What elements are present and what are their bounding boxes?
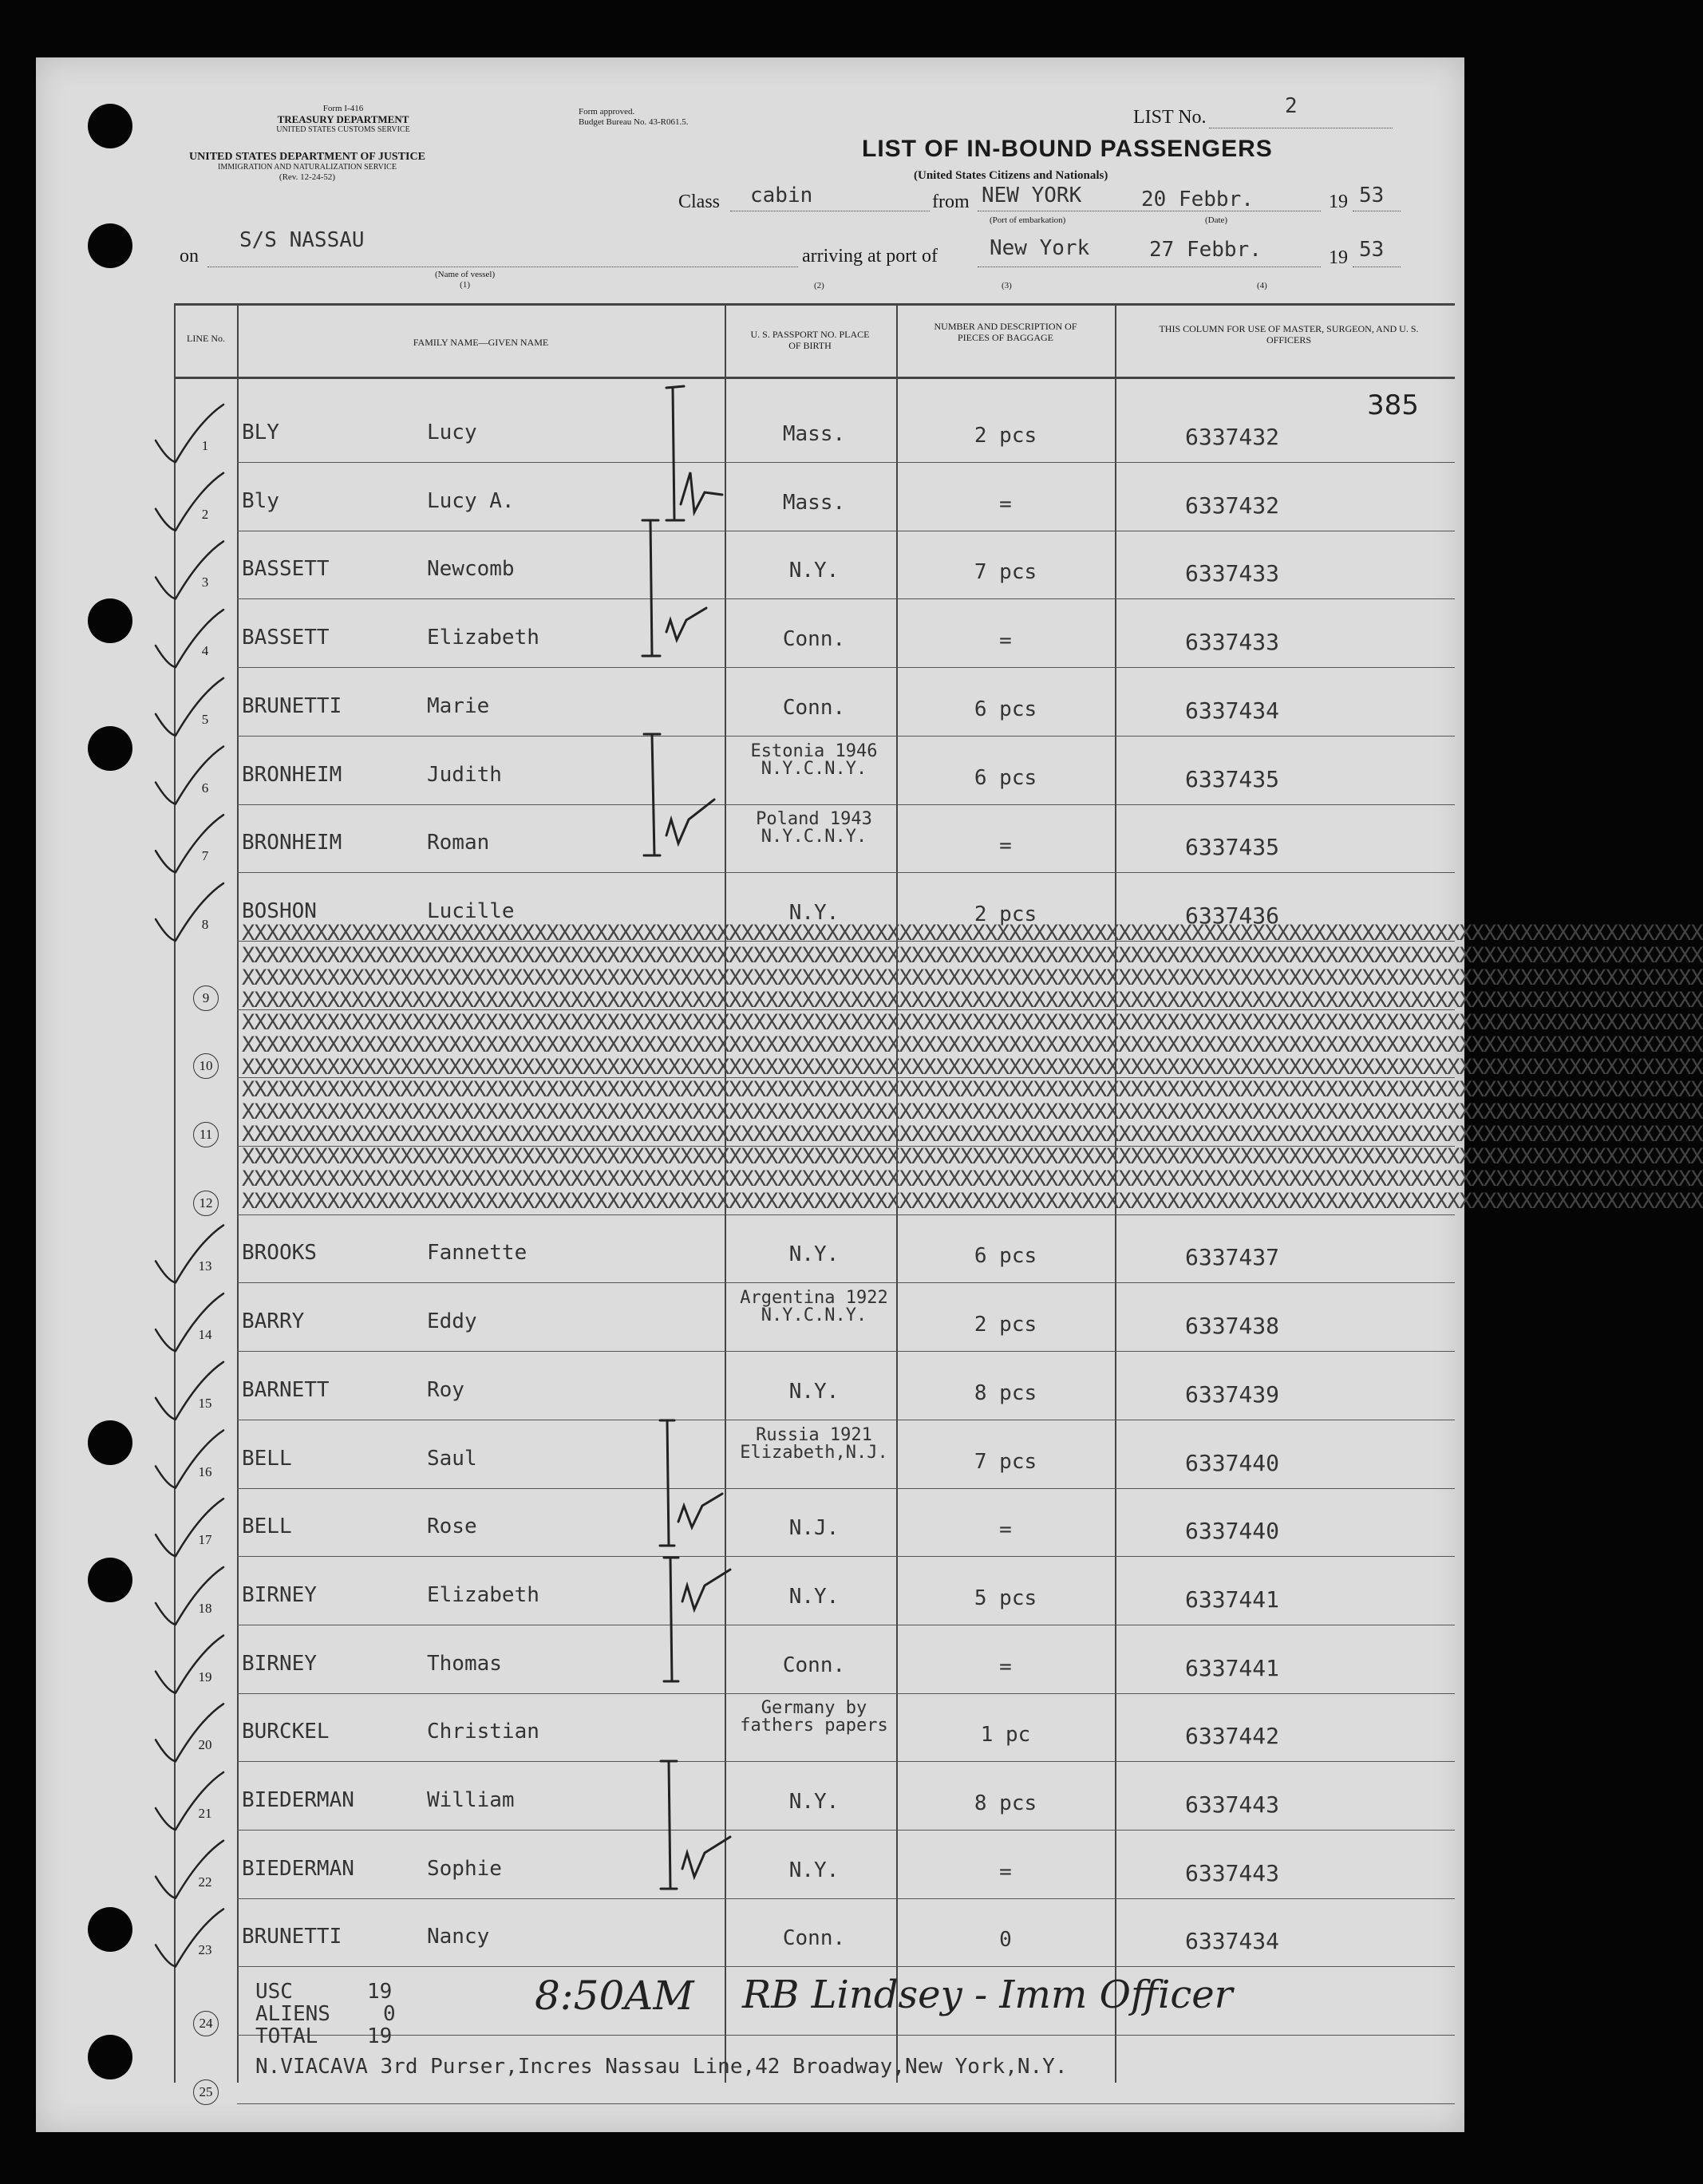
check-mark bbox=[156, 1704, 223, 1761]
place-of-birth: N.Y. bbox=[788, 1858, 840, 1882]
check-mark bbox=[156, 815, 223, 872]
x-out-line: XXXXXXXXXXXXXXXXXXXXXXXXXXXXXXXXXXXXXXXXXXXXXXXXXXXXXXXXXXXXXXXXXXXXXXXXXXXXXXXXXXXXXXXXXXXXXXXXXXXXXXXXXXXXXXXXXXXXXXXX bbox=[242, 966, 1703, 990]
from-date: 20 Febbr. bbox=[1141, 188, 1254, 211]
line-number: 12 bbox=[193, 1191, 219, 1216]
line-number: 24 bbox=[193, 2011, 219, 2036]
place-of-birth: N.Y. bbox=[788, 1790, 840, 1814]
place-of-birth: Germany by fathers papers bbox=[740, 1698, 888, 1736]
line-number: 9 bbox=[193, 985, 219, 1011]
place-of-birth: Poland 1943 N.Y.C.N.Y. bbox=[756, 809, 872, 847]
place-of-birth: N.Y. bbox=[788, 900, 840, 925]
place-of-birth: N.Y. bbox=[788, 1242, 840, 1267]
given-name: Saul bbox=[427, 1446, 477, 1471]
officer-ref: 6337440 bbox=[1185, 1518, 1280, 1545]
x-out-line: XXXXXXXXXXXXXXXXXXXXXXXXXXXXXXXXXXXXXXXXXXXXXXXXXXXXXXXXXXXXXXXXXXXXXXXXXXXXXXXXXXXXXXXXXXXXXXXXXXXXXXXXXXXXXXXXXXXXXXXX bbox=[242, 1167, 1703, 1191]
class-label: Class bbox=[678, 192, 721, 212]
given-name: Roy bbox=[427, 1377, 464, 1402]
given-name: Lucy bbox=[427, 421, 477, 444]
officer-ref: 6337441 bbox=[1185, 1586, 1280, 1613]
officer-ref: 6337432 bbox=[1185, 492, 1280, 519]
line-number: 4 bbox=[201, 643, 209, 659]
officer-ref: 6337442 bbox=[1185, 1723, 1280, 1750]
given-name: Elizabeth bbox=[427, 626, 539, 650]
form-approved: Form approved. bbox=[579, 107, 635, 117]
family-name: BELL bbox=[242, 1446, 292, 1471]
line-number: 10 bbox=[193, 1053, 219, 1079]
bracket-lines-16-17 bbox=[660, 1420, 722, 1546]
officer-ref: 6337436 bbox=[1185, 902, 1280, 929]
given-name: Thomas bbox=[427, 1651, 502, 1676]
baggage: 2 pcs bbox=[974, 902, 1037, 926]
given-name: Sophie bbox=[427, 1856, 502, 1881]
arrival-year-prefix: 19 bbox=[1329, 247, 1348, 268]
check-mark bbox=[156, 405, 223, 462]
x-out-line: XXXXXXXXXXXXXXXXXXXXXXXXXXXXXXXXXXXXXXXXXXXXXXXXXXXXXXXXXXXXXXXXXXXXXXXXXXXXXXXXXXXXXXXXXXXXXXXXXXXXXXXXXXXXXXXXXXXXXXXX bbox=[242, 1077, 1703, 1102]
family-name: BLY bbox=[242, 421, 279, 444]
from-port: NEW YORK bbox=[982, 184, 1082, 207]
given-name: Rose bbox=[427, 1515, 477, 1539]
handwritten-marks bbox=[36, 57, 1703, 2132]
place-of-birth: N.Y. bbox=[788, 559, 840, 583]
family-name: BIRNEY bbox=[242, 1582, 317, 1607]
baggage: 2 pcs bbox=[974, 1313, 1037, 1337]
place-of-birth: N.Y. bbox=[788, 1379, 840, 1404]
bracket-lines-3-4 bbox=[642, 520, 706, 656]
place-of-birth: N.J. bbox=[788, 1516, 840, 1541]
line-number: 7 bbox=[201, 848, 209, 864]
officer-ref: 6337435 bbox=[1185, 765, 1280, 792]
x-out-line: XXXXXXXXXXXXXXXXXXXXXXXXXXXXXXXXXXXXXXXXXXXXXXXXXXXXXXXXXXXXXXXXXXXXXXXXXXXXXXXXXXXXXXXXXXXXXXXXXXXXXXXXXXXXXXXXXXXXXXXX bbox=[242, 1189, 1703, 1214]
officer-ref: 6337434 bbox=[1185, 697, 1280, 724]
family-name: Bly bbox=[242, 488, 279, 513]
col-3-number: (3) bbox=[1002, 281, 1012, 290]
check-mark bbox=[156, 1841, 223, 1898]
check-mark bbox=[156, 1362, 223, 1420]
bracket-lines-6-7 bbox=[644, 734, 714, 855]
check-mark bbox=[156, 1499, 223, 1556]
bracket-lines-21-22 bbox=[661, 1761, 730, 1889]
manifest-page bbox=[36, 57, 1703, 2132]
given-name: Judith bbox=[427, 762, 502, 787]
officer-ref: 6337433 bbox=[1185, 629, 1280, 656]
baggage: = bbox=[999, 492, 1012, 516]
place-of-birth: Conn. bbox=[782, 1653, 846, 1677]
baggage: = bbox=[999, 1859, 1012, 1884]
total-value: 19 bbox=[367, 2024, 393, 2048]
given-name: Eddy bbox=[427, 1309, 477, 1334]
baggage: 0 bbox=[999, 1928, 1012, 1953]
baggage: 6 pcs bbox=[974, 1244, 1037, 1269]
given-name: Nancy bbox=[427, 1925, 490, 1949]
family-name: BIEDERMAN bbox=[242, 1856, 354, 1881]
line-number: 23 bbox=[198, 1942, 212, 1958]
baggage: 7 pcs bbox=[974, 560, 1037, 585]
given-name: William bbox=[427, 1788, 515, 1812]
given-name: Marie bbox=[427, 693, 490, 718]
family-name: BRUNETTI bbox=[242, 1925, 342, 1949]
family-name: BARRY bbox=[242, 1309, 305, 1334]
margin-note: 385 bbox=[1367, 389, 1419, 421]
line-number: 11 bbox=[193, 1122, 219, 1147]
budget-bureau: Budget Bureau No. 43-R061.5. bbox=[579, 117, 689, 127]
baggage: = bbox=[999, 834, 1012, 859]
col-1-number: (1) bbox=[460, 280, 470, 290]
line-number: 14 bbox=[198, 1327, 212, 1343]
dept-customs: UNITED STATES CUSTOMS SERVICE bbox=[276, 125, 410, 134]
officer-ref: 6337443 bbox=[1185, 1791, 1280, 1818]
given-name: Elizabeth bbox=[427, 1582, 539, 1607]
baggage: = bbox=[999, 629, 1012, 654]
dept-ins: IMMIGRATION AND NATURALIZATION SERVICE bbox=[218, 163, 397, 172]
family-name: BASSETT bbox=[242, 626, 330, 650]
line-number: 17 bbox=[198, 1532, 212, 1548]
place-of-birth: Estonia 1946 N.Y.C.N.Y. bbox=[750, 741, 878, 779]
family-name: BARNETT bbox=[242, 1377, 330, 1402]
x-out-line: XXXXXXXXXXXXXXXXXXXXXXXXXXXXXXXXXXXXXXXXXXXXXXXXXXXXXXXXXXXXXXXXXXXXXXXXXXXXXXXXXXXXXXXXXXXXXXXXXXXXXXXXXXXXXXXXXXXXXXXX bbox=[242, 1033, 1703, 1057]
check-mark bbox=[156, 1225, 223, 1282]
line-number: 13 bbox=[198, 1258, 212, 1274]
given-name: Christian bbox=[427, 1720, 539, 1744]
x-out-line: XXXXXXXXXXXXXXXXXXXXXXXXXXXXXXXXXXXXXXXXXXXXXXXXXXXXXXXXXXXXXXXXXXXXXXXXXXXXXXXXXXXXXXXXXXXXXXXXXXXXXXXXXXXXXXXXXXXXXXXX bbox=[242, 1055, 1703, 1080]
line-number: 20 bbox=[198, 1737, 212, 1753]
arrival-port: New York bbox=[990, 236, 1090, 260]
place-of-birth: Argentina 1922 N.Y.C.N.Y. bbox=[740, 1288, 888, 1326]
family-name: BROOKS bbox=[242, 1241, 317, 1266]
place-of-birth: Conn. bbox=[782, 627, 846, 652]
form-number: Form I-416 bbox=[322, 104, 364, 113]
officer-ref: 6337434 bbox=[1185, 1928, 1280, 1955]
total-label: TOTAL bbox=[255, 2024, 318, 2048]
check-mark bbox=[156, 678, 223, 736]
line-number: 3 bbox=[201, 575, 209, 590]
given-name: Newcomb bbox=[427, 557, 515, 582]
given-name: Roman bbox=[427, 831, 490, 855]
bracket-lines-1-2 bbox=[666, 386, 722, 520]
baggage: 6 pcs bbox=[974, 697, 1037, 721]
arriving-label: arriving at port of bbox=[802, 246, 938, 267]
officer-ref: 6337437 bbox=[1185, 1244, 1280, 1271]
check-mark bbox=[156, 1909, 223, 1966]
line-number: 8 bbox=[201, 916, 209, 932]
baggage: 8 pcs bbox=[974, 1380, 1037, 1405]
check-mark bbox=[156, 610, 223, 667]
family-name: BURCKEL bbox=[242, 1720, 330, 1744]
family-name: BRUNETTI bbox=[242, 693, 342, 718]
page-subtitle: (United States Citizens and Nationals) bbox=[914, 169, 1108, 182]
line-number: 22 bbox=[198, 1874, 212, 1890]
bracket-lines-18-19 bbox=[664, 1558, 730, 1681]
col-head-name: FAMILY NAME—GIVEN NAME bbox=[413, 337, 549, 348]
col-head-baggage: NUMBER AND DESCRIPTION OF PIECES OF BAGGAGE bbox=[934, 321, 1077, 343]
from-label: from bbox=[932, 192, 970, 212]
x-out-line: XXXXXXXXXXXXXXXXXXXXXXXXXXXXXXXXXXXXXXXXXXXXXXXXXXXXXXXXXXXXXXXXXXXXXXXXXXXXXXXXXXXXXXXXXXXXXXXXXXXXXXXXXXXXXXXXXXXXXXXX bbox=[242, 988, 1703, 1013]
arrival-year: 53 bbox=[1359, 238, 1385, 262]
year-prefix: 19 bbox=[1329, 192, 1348, 212]
check-mark bbox=[156, 747, 223, 804]
baggage: 7 pcs bbox=[974, 1449, 1037, 1474]
place-of-birth: Mass. bbox=[782, 422, 846, 446]
family-name: BOSHON bbox=[242, 898, 317, 923]
purser-line: N.VIACAVA 3rd Purser,Incres Nassau Line,42 Broadway,New York,N.Y. bbox=[255, 2055, 1068, 2079]
x-out-line: XXXXXXXXXXXXXXXXXXXXXXXXXXXXXXXXXXXXXXXXXXXXXXXXXXXXXXXXXXXXXXXXXXXXXXXXXXXXXXXXXXXXXXXXXXXXXXXXXXXXXXXXXXXXXXXXXXXXXXXX bbox=[242, 1122, 1703, 1147]
officer-ref: 6337433 bbox=[1185, 560, 1280, 587]
officer-ref: 6337439 bbox=[1185, 1380, 1280, 1408]
baggage: = bbox=[999, 1518, 1012, 1542]
aliens-value: 0 bbox=[383, 2002, 396, 2026]
col-head-passport: U. S. PASSPORT NO. PLACE OF BIRTH bbox=[750, 329, 870, 351]
baggage: 2 pcs bbox=[974, 424, 1037, 448]
place-of-birth: Russia 1921 Elizabeth,N.J. bbox=[740, 1424, 888, 1463]
form-revision: (Rev. 12-24-52) bbox=[279, 172, 336, 182]
place-of-birth: Mass. bbox=[782, 490, 846, 515]
check-mark bbox=[156, 1293, 223, 1351]
check-mark bbox=[156, 1636, 223, 1693]
aliens-label: ALIENS bbox=[255, 2002, 330, 2026]
check-mark bbox=[156, 541, 223, 598]
given-name: Fannette bbox=[427, 1241, 527, 1266]
col-2-number: (2) bbox=[814, 281, 824, 290]
usc-label: USC bbox=[255, 1980, 293, 2004]
place-of-birth: Conn. bbox=[782, 695, 846, 720]
baggage: 5 pcs bbox=[974, 1586, 1037, 1610]
on-label: on bbox=[180, 246, 199, 267]
vessel-name: S/S NASSAU bbox=[239, 228, 365, 252]
line-number: 2 bbox=[201, 506, 209, 522]
officer-ref: 6337441 bbox=[1185, 1654, 1280, 1681]
officer-ref: 6337440 bbox=[1185, 1449, 1280, 1476]
check-mark bbox=[156, 883, 223, 941]
embark-caption: (Port of embarkation) bbox=[990, 215, 1066, 225]
place-of-birth: N.Y. bbox=[788, 1584, 840, 1609]
class-value: cabin bbox=[750, 184, 813, 207]
family-name: BIEDERMAN bbox=[242, 1788, 354, 1812]
date-caption: (Date) bbox=[1205, 215, 1228, 225]
x-out-line: XXXXXXXXXXXXXXXXXXXXXXXXXXXXXXXXXXXXXXXXXXXXXXXXXXXXXXXXXXXXXXXXXXXXXXXXXXXXXXXXXXXXXXXXXXXXXXXXXXXXXXXXXXXXXXXXXXXXXXXX bbox=[242, 943, 1703, 968]
arrival-date: 27 Febbr. bbox=[1149, 238, 1262, 262]
baggage: = bbox=[999, 1654, 1012, 1679]
check-mark bbox=[156, 1567, 223, 1625]
line-number: 1 bbox=[201, 438, 209, 453]
officer-ref: 6337443 bbox=[1185, 1859, 1280, 1886]
x-out-line: XXXXXXXXXXXXXXXXXXXXXXXXXXXXXXXXXXXXXXXXXXXXXXXXXXXXXXXXXXXXXXXXXXXXXXXXXXXXXXXXXXXXXXXXXXXXXXXXXXXXXXXXXXXXXXXXXXXXXXXX bbox=[242, 1100, 1703, 1124]
dept-treasury: TREASURY DEPARTMENT bbox=[277, 113, 409, 125]
col-4-number: (4) bbox=[1257, 281, 1267, 290]
family-name: BASSETT bbox=[242, 557, 330, 582]
line-number: 18 bbox=[198, 1600, 212, 1616]
totals-block bbox=[255, 1977, 396, 2052]
usc-value: 19 bbox=[367, 1980, 393, 2004]
check-marks bbox=[156, 405, 223, 1966]
line-number: 25 bbox=[193, 2079, 219, 2105]
line-number: 15 bbox=[198, 1395, 212, 1411]
family-name: BELL bbox=[242, 1515, 292, 1539]
line-number: 21 bbox=[198, 1806, 212, 1821]
family-name: BIRNEY bbox=[242, 1651, 317, 1676]
line-number: 16 bbox=[198, 1463, 212, 1479]
line-number: 5 bbox=[201, 711, 209, 727]
check-mark bbox=[156, 1772, 223, 1830]
x-out-line: XXXXXXXXXXXXXXXXXXXXXXXXXXXXXXXXXXXXXXXXXXXXXXXXXXXXXXXXXXXXXXXXXXXXXXXXXXXXXXXXXXXXXXXXXXXXXXXXXXXXXXXXXXXXXXXXXXXXXXXX bbox=[242, 1144, 1703, 1169]
baggage: 8 pcs bbox=[974, 1791, 1037, 1815]
list-no-label: LIST No. bbox=[1133, 107, 1207, 128]
from-year: 53 bbox=[1359, 184, 1385, 207]
check-mark bbox=[156, 1431, 223, 1488]
vessel-caption-text: (Name of vessel) bbox=[435, 270, 496, 279]
officer-ref: 6337435 bbox=[1185, 834, 1280, 861]
family-name: BRONHEIM bbox=[242, 762, 342, 787]
baggage: 6 pcs bbox=[974, 765, 1037, 790]
x-out-line: XXXXXXXXXXXXXXXXXXXXXXXXXXXXXXXXXXXXXXXXXXXXXXXXXXXXXXXXXXXXXXXXXXXXXXXXXXXXXXXXXXXXXXXXXXXXXXXXXXXXXXXXXXXXXXXXXXXXXXXX bbox=[242, 1010, 1703, 1035]
line-number: 19 bbox=[198, 1669, 212, 1684]
dept-justice: UNITED STATES DEPARTMENT OF JUSTICE bbox=[189, 151, 425, 163]
list-no-value: 2 bbox=[1285, 94, 1298, 118]
col-head-line: LINE No. bbox=[187, 333, 225, 344]
page-title: LIST OF IN-BOUND PASSENGERS bbox=[862, 136, 1273, 162]
line-number: 6 bbox=[201, 780, 209, 796]
officer-ref: 6337432 bbox=[1185, 424, 1280, 450]
col-head-officers: THIS COLUMN FOR USE OF MASTER, SURGEON, AND U. S. OFFICERS bbox=[1159, 323, 1419, 346]
x-out-line: XXXXXXXXXXXXXXXXXXXXXXXXXXXXXXXXXXXXXXXXXXXXXXXXXXXXXXXXXXXXXXXXXXXXXXXXXXXXXXXXXXXXXXXXXXXXXXXXXXXXXXXXXXXXXXXXXXXXXXXX bbox=[242, 921, 1703, 946]
baggage: 1 pc bbox=[980, 1723, 1031, 1748]
family-name: BRONHEIM bbox=[242, 831, 342, 855]
given-name: Lucy A. bbox=[427, 488, 515, 513]
given-name: Lucille bbox=[427, 898, 515, 923]
handwritten-time: 8:50AM bbox=[535, 1973, 694, 2019]
place-of-birth: Conn. bbox=[782, 1926, 846, 1951]
officer-ref: 6337438 bbox=[1185, 1313, 1280, 1340]
check-mark bbox=[156, 473, 223, 531]
handwritten-signature: RB Lindsey - Imm Officer bbox=[742, 1973, 1233, 2017]
